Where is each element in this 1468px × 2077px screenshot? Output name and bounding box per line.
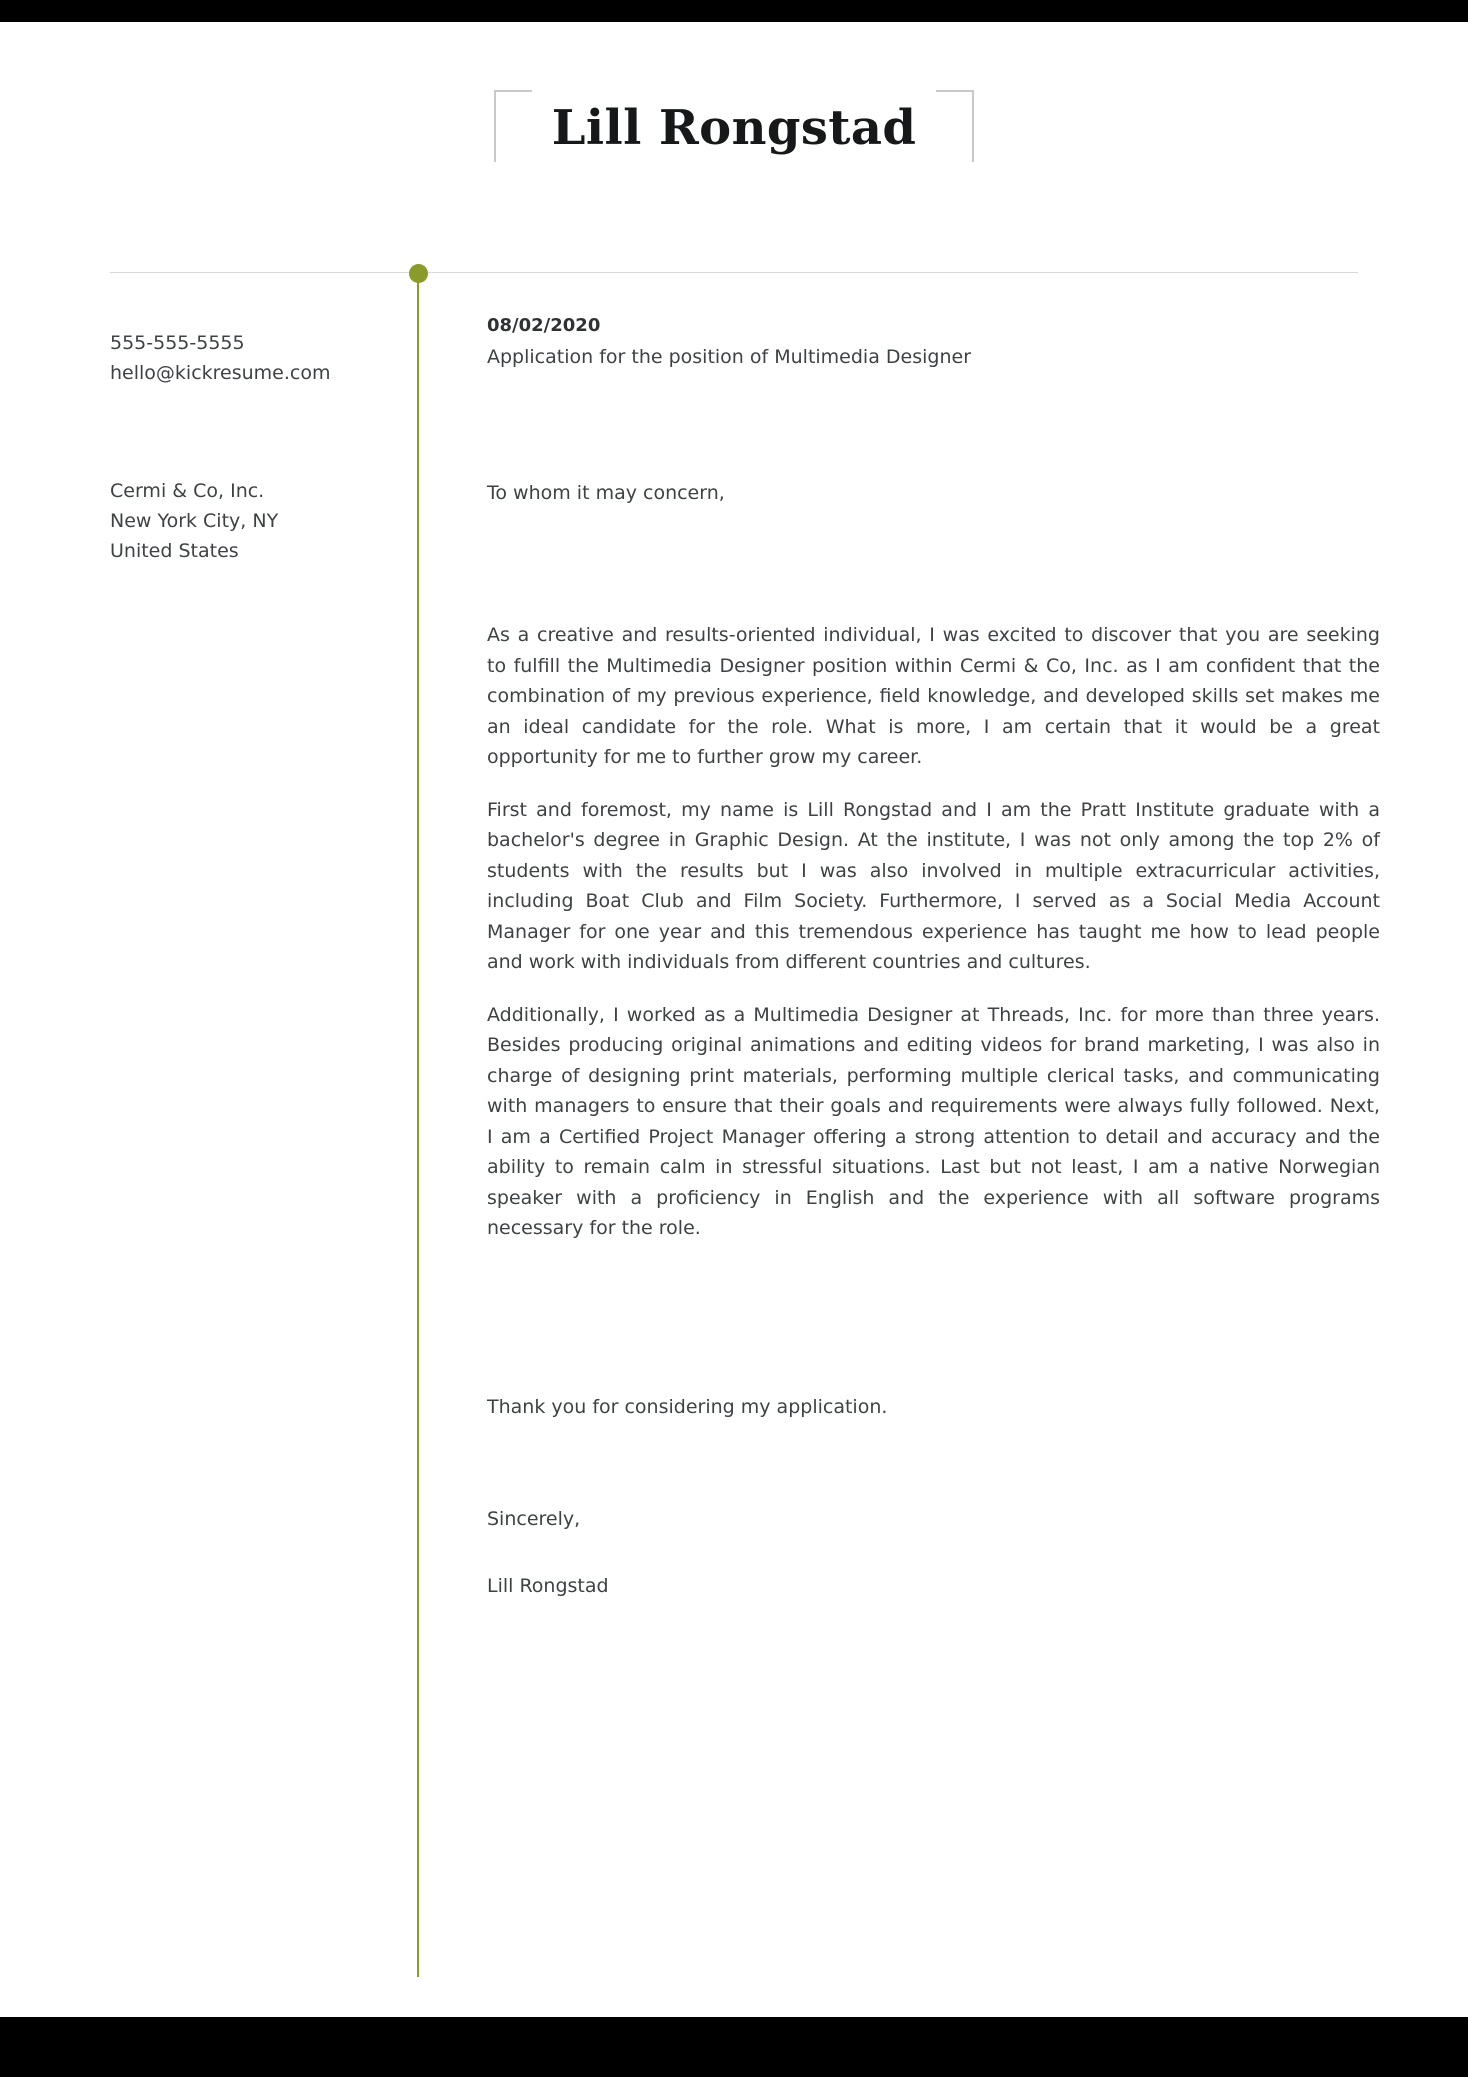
- letter-thanks: Thank you for considering my application.: [487, 1395, 888, 1418]
- letter-subject: Application for the position of Multimedia Designer: [487, 346, 971, 368]
- sender-phone: 555-555-5555: [110, 332, 245, 354]
- name-heading-group: [0, 90, 1468, 162]
- header-divider: [110, 272, 1358, 273]
- column-divider-line: [417, 273, 419, 1977]
- recipient-company: Cermi & Co, Inc.: [110, 480, 265, 502]
- bracket-right-icon: [936, 90, 974, 162]
- accent-dot-icon: [409, 264, 428, 283]
- bracket-left-icon: [494, 90, 532, 162]
- letter-signoff: Sincerely,: [487, 1507, 581, 1530]
- recipient-city: New York City, NY: [110, 510, 279, 532]
- letter-header: [0, 22, 1468, 172]
- letter-paragraph: Additionally, I worked as a Multimedia Designer at Threads, Inc. for more than three years. Besides producing original animations and editing videos for brand marketing, I was also in charge of designing print materials, performing multiple clerical tasks, and communicating with managers to ensure that their goals and requirements were always fully followed. Next, I am a Certified Project Manager offering a strong attention to detail and accuracy and the ability to remain calm in stressful situations. Last but not least, I am a native Norwegian speaker with a proficiency in English and the experience with all software programs necessary for the role.: [487, 1003, 1380, 1239]
- sender-email: hello@kickresume.com: [110, 362, 331, 384]
- recipient-country: United States: [110, 540, 239, 562]
- document-page: [0, 22, 1468, 2017]
- page-title: Lill Rongstad: [551, 100, 917, 156]
- letter-paragraph: First and foremost, my name is Lill Rongstad and I am the Pratt Institute graduate with a bachelor's degree in Graphic Design. At the institute, I was not only among the top 2% of students with the results but I was also involved in multiple extracurricular activities, including Boat Club and Film Society. Furthermore, I served as a Social Media Account Manager for one year and this tremendous experience has taught me how to lead people and work with individuals from different countries and cultures.: [487, 798, 1380, 973]
- letter-main-column: [487, 312, 1380, 1601]
- recipient-address-block: [110, 476, 380, 566]
- letter-date: 08/02/2020: [487, 315, 601, 336]
- letter-salutation: To whom it may concern,: [487, 482, 725, 504]
- sidebar-contact-column: [110, 328, 380, 566]
- letter-sheet: [0, 22, 1468, 2017]
- letter-paragraphs: [487, 620, 1380, 1244]
- letter-paragraph: As a creative and results-oriented individual, I was excited to discover that you are seeking to fulfill the Multimedia Designer position within Cermi & Co, Inc. as I am confident that the combination of my previous experience, field knowledge, and developed skills set makes me an ideal candidate for the role. What is more, I am certain that it would be a great opportunity for me to further grow my career.: [487, 624, 1380, 768]
- letter-signature-name: Lill Rongstad: [487, 1574, 609, 1597]
